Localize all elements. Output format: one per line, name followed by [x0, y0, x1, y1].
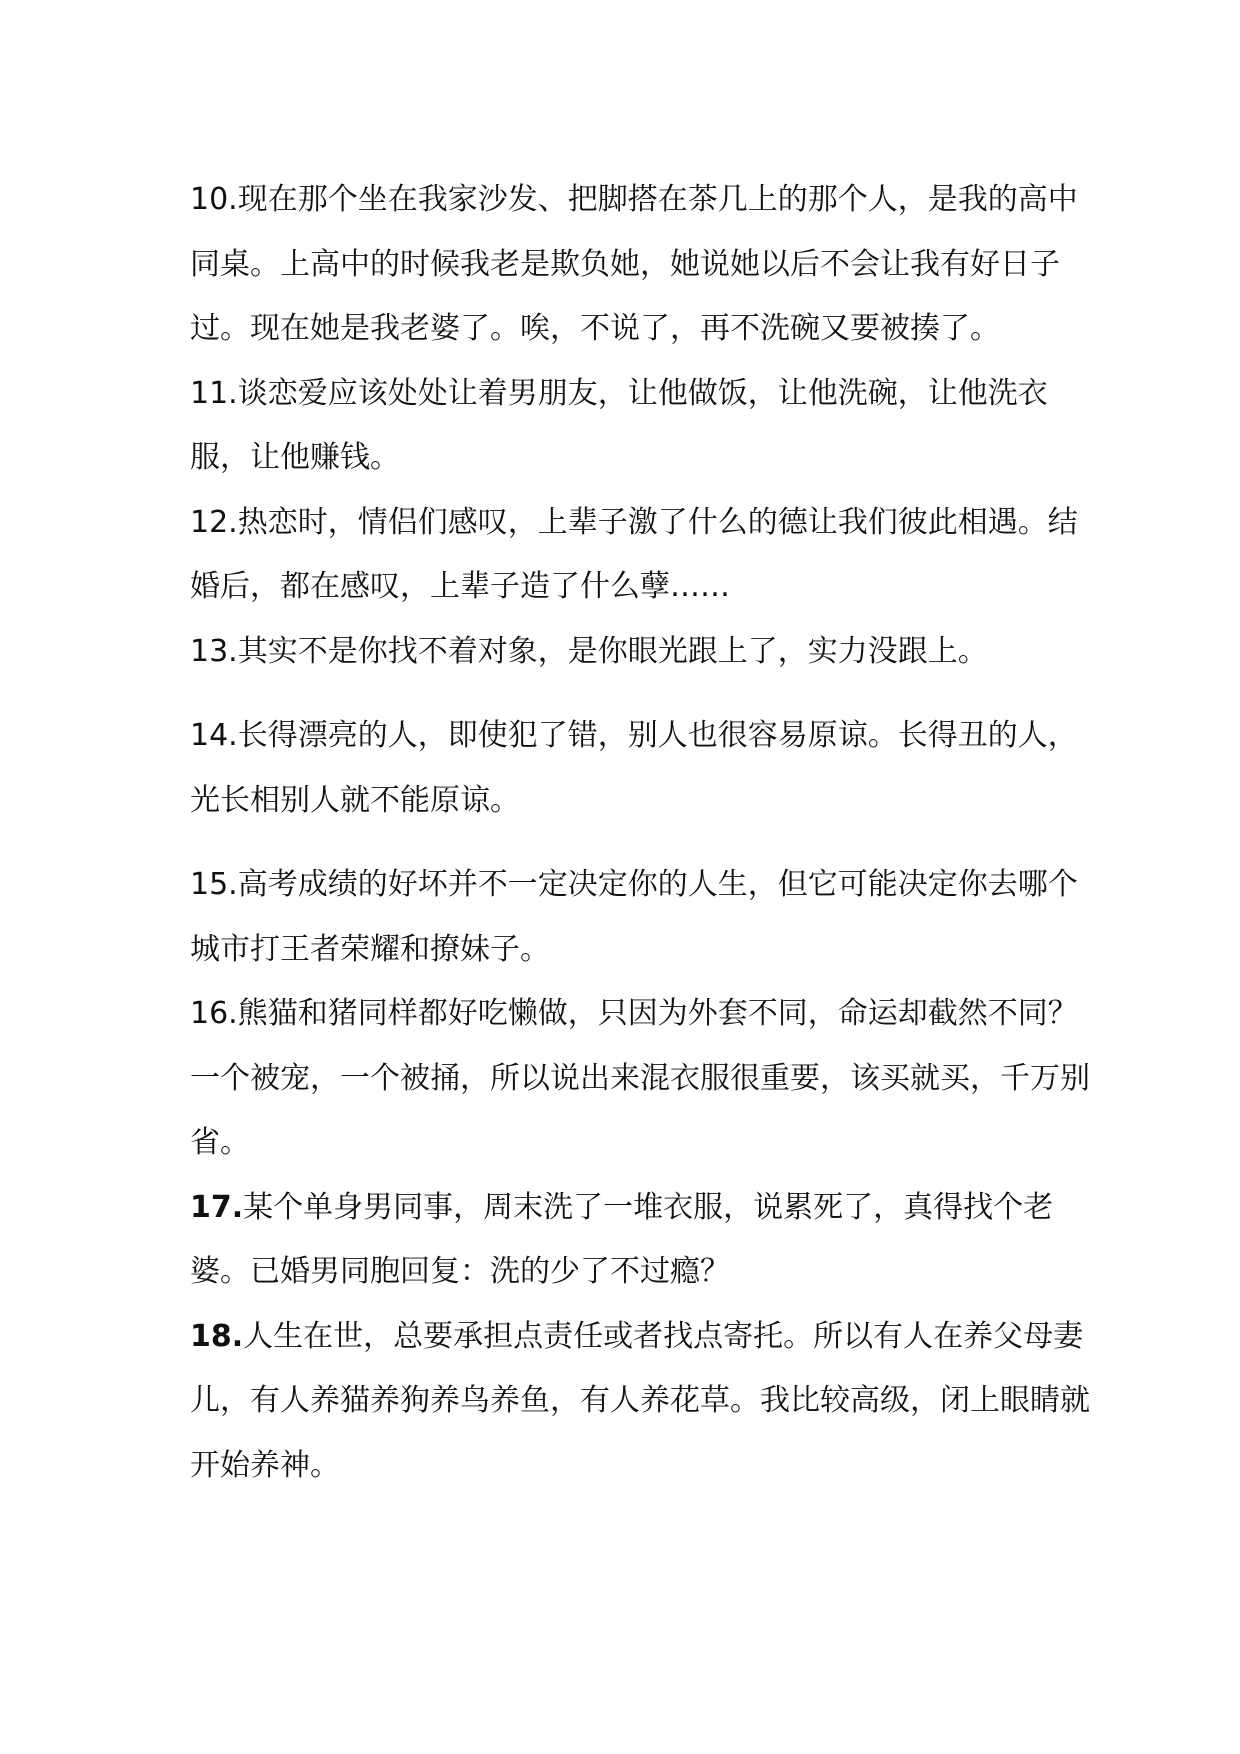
item-number: 18.	[190, 1318, 244, 1354]
item-text: 谈恋爱应该处处让着男朋友，让他做饭，让他洗碗，让他洗衣服，让他赚钱。	[190, 375, 1048, 475]
item-text: 高考成绩的好坏并不一定决定你的人生，但它可能决定你去哪个城市打王者荣耀和撩妹子。	[190, 867, 1078, 967]
joke-item-15	[190, 853, 1090, 982]
joke-item-12	[190, 491, 1090, 620]
joke-item-10	[190, 168, 1090, 362]
item-number: 16.	[190, 996, 238, 1031]
item-text: 熊猫和猪同样都好吃懒做，只因为外套不同，命运却截然不同？一个被宠，一个被捅，所以说出来混衣服很重要，该买就买，千万别省。	[190, 996, 1090, 1160]
joke-item-13	[190, 620, 1090, 685]
item-text: 其实不是你找不着对象，是你眼光跟上了，实力没跟上。	[237, 633, 988, 669]
item-number: 11.	[190, 375, 238, 411]
item-number: 14.	[190, 718, 238, 753]
item-text: 现在那个坐在我家沙发、把脚搭在茶几上的那个人，是我的高中同桌。上高中的时候我老是欺负她，她说她以后不会让我有好日子过。现在她是我老婆了。唉，不说了，再不洗碗又要被揍了。	[190, 182, 1078, 346]
item-number: 13.	[190, 633, 238, 669]
item-text: 人生在世，总要承担点责任或者找点寄托。所以有人在养父母妻儿，有人养猫养狗养鸟养鱼，有人养花草。我比较高级，闭上眼睛就开始养神。	[190, 1318, 1090, 1483]
item-number: 12.	[190, 504, 238, 540]
item-number: 17.	[190, 1189, 244, 1225]
item-text: 某个单身男同事，周末洗了一堆衣服，说累死了，真得找个老婆。已婚男同胞回复：洗的少了不过瘾？	[190, 1189, 1054, 1289]
item-text: 长得漂亮的人，即使犯了错，别人也很容易原谅。长得丑的人，光长相别人就不能原谅。	[190, 718, 1078, 818]
joke-item-17	[190, 1176, 1090, 1305]
joke-item-18	[190, 1305, 1090, 1499]
item-number: 10.	[190, 182, 238, 217]
item-text: 热恋时，情侣们感叹，上辈子激了什么的德让我们彼此相遇。结婚后，都在感叹，上辈子造了什么孽……	[190, 504, 1078, 604]
joke-item-11	[190, 362, 1090, 491]
joke-item-16	[190, 982, 1090, 1176]
joke-item-14	[190, 704, 1090, 833]
item-number: 15.	[190, 867, 238, 902]
document-body	[190, 168, 1090, 1498]
